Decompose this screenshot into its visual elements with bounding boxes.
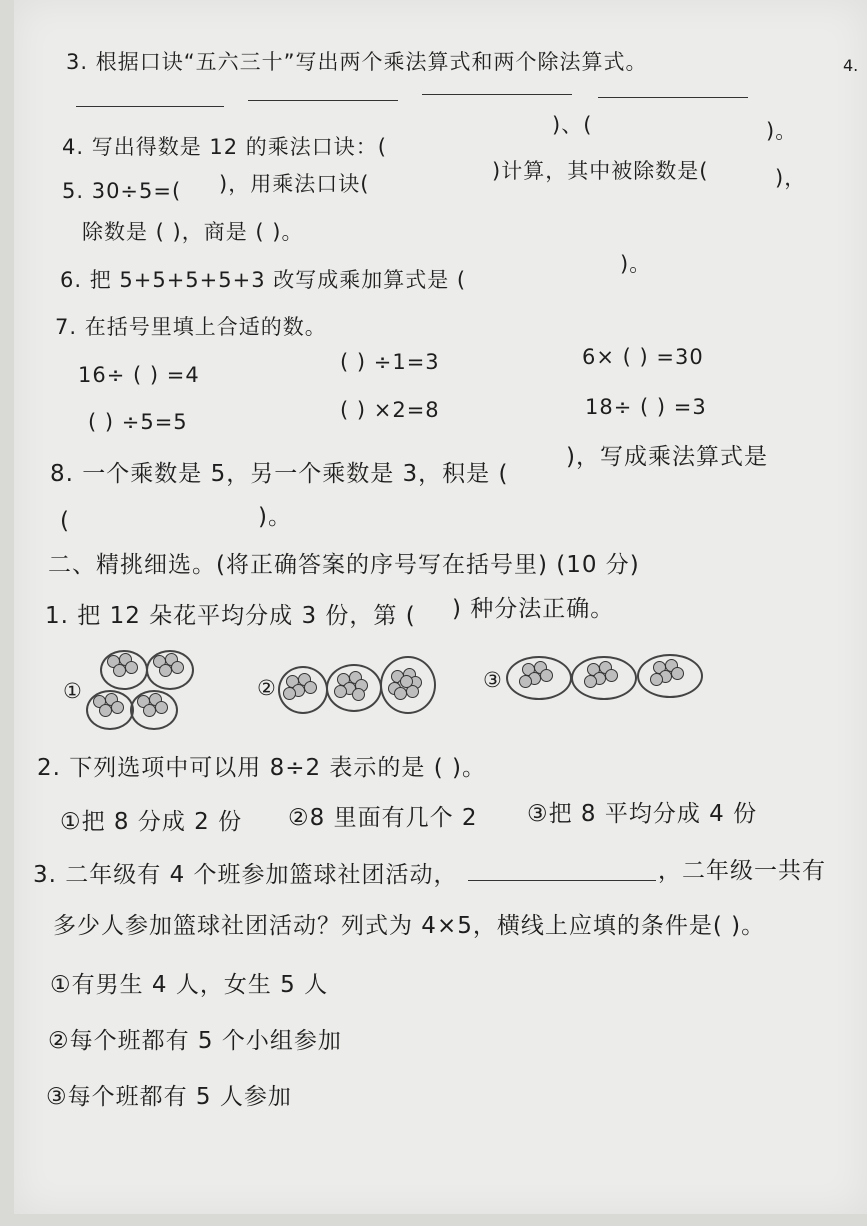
flower-icon xyxy=(671,667,684,680)
s2-question-3-start: 3. 二年级有 4 个班参加篮球社团活动， xyxy=(33,862,458,888)
s2-q2-option-3: ③把 8 平均分成 4 份 xyxy=(527,801,758,827)
answer-line-3[interactable] xyxy=(422,94,572,95)
question-4-start: 4. 写出得数是 12 的乘法口诀：( xyxy=(62,135,387,159)
flower-icon xyxy=(394,687,407,700)
question-5-line2: 除数是 ( )，商是 ( )。 xyxy=(82,220,304,244)
s2-question-3-line2: 多少人参加篮球社团活动？列式为 4×5，横线上应填的条件是( )。 xyxy=(53,913,766,939)
question-5-part2: )，用乘法口诀( xyxy=(219,172,370,196)
option-label-1: ① xyxy=(63,679,83,703)
s2-question-1-start: 1. 把 12 朵花平均分成 3 份，第 ( xyxy=(45,603,416,629)
flower-icon xyxy=(171,661,184,674)
q7-item-6: 18÷ ( ) =3 xyxy=(585,395,707,419)
question-6-end: )。 xyxy=(620,252,652,276)
section-2-title: 二、精挑细选。(将正确答案的序号写在括号里) (10 分) xyxy=(48,552,640,578)
question-8-open: ( xyxy=(60,508,70,534)
question-8-start: 8. 一个乘数是 5，另一个乘数是 3，积是 ( xyxy=(50,461,509,487)
option-label-3: ③ xyxy=(483,668,503,692)
flower-icon xyxy=(111,701,124,714)
flower-icon xyxy=(125,661,138,674)
flower-icon xyxy=(605,669,618,682)
s2-question-2: 2. 下列选项中可以用 8÷2 表示的是 ( )。 xyxy=(37,755,486,781)
q7-item-2: ( ) ÷1=3 xyxy=(340,350,440,374)
flower-icon xyxy=(650,673,663,686)
question-5-part4: )， xyxy=(775,166,807,190)
s2-q3-option-3: ③每个班都有 5 人参加 xyxy=(46,1084,292,1110)
question-8-mid: )，写成乘法算式是 xyxy=(566,444,768,470)
flower-icon xyxy=(334,685,347,698)
s2-q2-option-1: ①把 8 分成 2 份 xyxy=(60,809,243,835)
answer-line-2[interactable] xyxy=(248,100,398,101)
q7-item-5: ( ) ×2=8 xyxy=(340,398,440,422)
flower-icon xyxy=(400,675,413,688)
q7-item-3: 6× ( ) =30 xyxy=(582,345,704,369)
question-5-start: 5. 30÷5=( xyxy=(62,179,182,203)
s2-q2-option-2: ②8 里面有几个 2 xyxy=(288,805,478,831)
question-4-mid: )、( xyxy=(552,113,593,137)
flower-icon xyxy=(584,675,597,688)
question-6-start: 6. 把 5+5+5+5+3 改写成乘加算式是 ( xyxy=(60,268,467,292)
question-7-title: 7. 在括号里填上合适的数。 xyxy=(55,315,327,339)
flower-icon xyxy=(540,669,553,682)
answer-line-4[interactable] xyxy=(598,97,748,98)
s2-question-1-end: ) 种分法正确。 xyxy=(452,596,615,622)
s2-q3-option-1: ①有男生 4 人，女生 5 人 xyxy=(50,972,329,998)
q7-item-4: ( ) ÷5=5 xyxy=(88,410,188,434)
q7-item-1: 16÷ ( ) =4 xyxy=(78,363,200,387)
flower-icon xyxy=(519,675,532,688)
answer-line-1[interactable] xyxy=(76,106,224,107)
question-5-part3: )计算，其中被除数是( xyxy=(492,159,709,183)
question-3: 3. 根据口诀“五六三十”写出两个乘法算式和两个除法算式。 xyxy=(66,50,648,74)
s2-q3-answer-line[interactable] xyxy=(468,880,656,881)
option-label-2: ② xyxy=(257,676,277,700)
s2-question-3-end: ，二年级一共有 xyxy=(658,858,826,884)
flower-icon xyxy=(304,681,317,694)
question-4-end: )。 xyxy=(766,119,798,143)
s2-q3-option-2: ②每个班都有 5 个小组参加 xyxy=(48,1028,342,1054)
question-8-close: )。 xyxy=(258,504,292,530)
cut-off-number: 4. xyxy=(843,56,859,75)
flower-icon xyxy=(352,688,365,701)
flower-icon xyxy=(155,701,168,714)
flower-icon xyxy=(283,687,296,700)
